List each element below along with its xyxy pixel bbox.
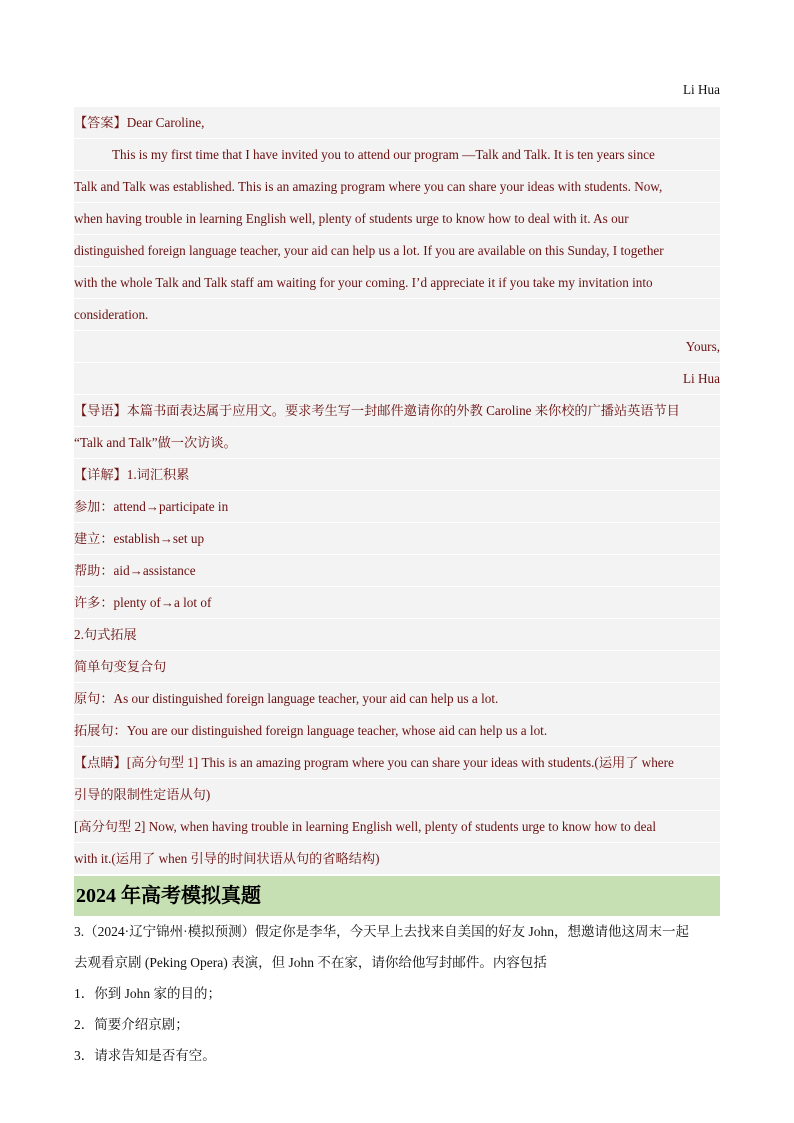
answer-body-line: Talk and Talk was established. This is an amazing program where you can share your ideas with students. Now,: [74, 171, 720, 203]
answer-tag: 【答案】: [74, 115, 127, 130]
question-line: 3.（2024·辽宁锦州·模拟预测）假定你是李华，今天早上去找来自美国的好友 John，想邀请他这周末一起: [74, 924, 689, 939]
guide-text: 本篇书面表达属于应用文。要求考生写一封邮件邀请你的外教 Caroline 来你校的广播站英语节目: [126, 403, 680, 418]
guide-line-1: [74, 395, 720, 427]
details-tag: 【详解】: [74, 467, 127, 482]
highlight-text: [高分句型 1] This is an amazing program where you can share your ideas with students.(运用了 where: [126, 755, 674, 770]
answer-closing: Yours,: [74, 331, 720, 363]
sentence-heading: 2.句式拓展: [74, 619, 720, 651]
vocab-item: 许多：plenty of→a lot of: [74, 587, 720, 619]
highlight-line: 引导的限制性定语从句): [74, 779, 720, 811]
guide-tag: 【导语】: [74, 403, 127, 418]
question-item: 1．你到 John 家的目的；: [74, 986, 222, 1001]
answer-body-line: with the whole Talk and Talk staff am waiting for your coming. I’d appreciate it if you take my invitation into: [74, 267, 720, 299]
extended-sentence: 拓展句：You are our distinguished foreign language teacher, whose aid can help us a lot.: [74, 715, 720, 747]
answer-body-line: consideration.: [74, 299, 720, 331]
highlight-line: [高分句型 2] Now, when having trouble in learning English well, plenty of students urge to know how to deal: [74, 811, 720, 843]
greeting-text: Dear Caroline,: [126, 115, 205, 130]
section-title: 2024 年高考模拟真题: [74, 876, 720, 916]
question-item: 3．请求告知是否有空。: [74, 1048, 216, 1063]
vocab-item: 建立：establish→set up: [74, 523, 720, 555]
highlight-tag: 【点睛】: [74, 755, 127, 770]
question-item: 2．简要介绍京剧；: [74, 1017, 189, 1032]
question-line: 去观看京剧 (Peking Opera) 表演，但 John 不在家，请你给他写封邮件。内容包括: [74, 955, 547, 970]
guide-line-2: “Talk and Talk”做一次访谈。: [74, 427, 720, 459]
original-sentence: 原句：As our distinguished foreign language teacher, your aid can help us a lot.: [74, 683, 720, 715]
top-signature: Li Hua: [683, 82, 720, 97]
answer-greeting: [74, 107, 720, 139]
vocab-item: 参加：attend→participate in: [74, 491, 720, 523]
highlight-line: with it.(运用了 when 引导的时间状语从句的省略结构): [74, 843, 720, 875]
vocab-heading: 1.词汇积累: [126, 467, 190, 482]
answer-signature: Li Hua: [74, 363, 720, 395]
document-page: [74, 74, 720, 1071]
answer-body-line: This is my first time that I have invited you to attend our program —Talk and Talk. It is ten years since: [74, 139, 720, 171]
vocab-item: 帮助：aid→assistance: [74, 555, 720, 587]
highlight-line: [74, 747, 720, 779]
answer-body-line: when having trouble in learning English well, plenty of students urge to know how to deal with it. As our: [74, 203, 720, 235]
sentence-subheading: 简单句变复合句: [74, 651, 720, 683]
answer-body-line: distinguished foreign language teacher, your aid can help us a lot. If you are available on this Sunday, I together: [74, 235, 720, 267]
details-heading: [74, 459, 720, 491]
